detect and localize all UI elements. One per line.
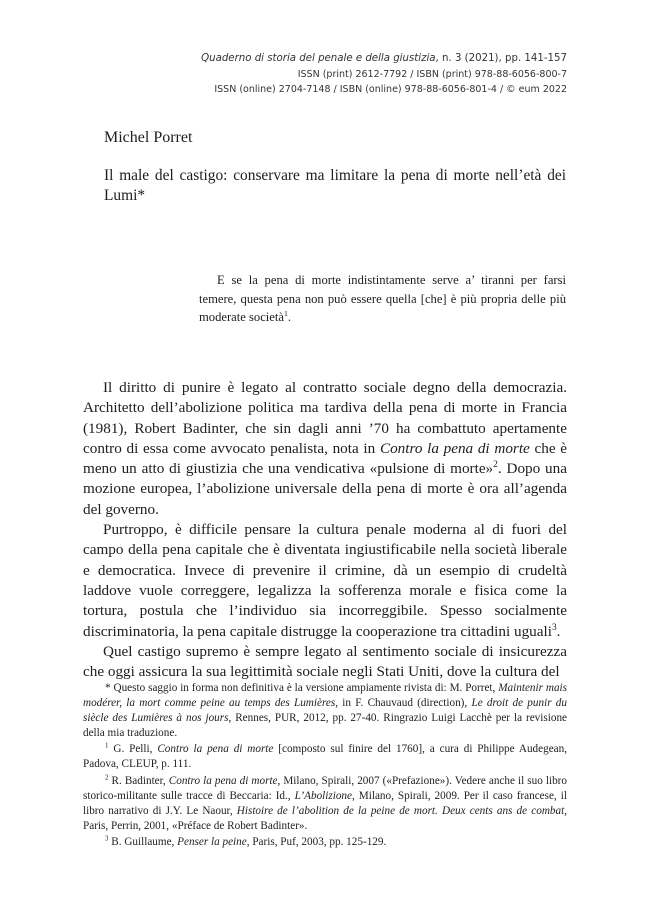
footnote-2-title-3: Histoire de l’abolition de la peine de mort. Deux cents ans de combat [236,804,565,817]
footnote-2-text-b: , Milano, Spirali, 2007 («Prefazione»). Vedere anche il suo libro storico-militante sulle tracce di Beccaria: Id., [83,774,567,802]
footnote-1-title: Contro la pena di morte [157,743,274,756]
footnote-1-text-a: G. Pelli, [113,743,158,756]
article-title: Il male del castigo: conservare ma limitare la pena di morte nell’età dei Lumi* [104,167,566,204]
epigraph [199,271,566,327]
epigraph-quote: E se la pena di morte indistintamente serve a’ tiranni per farsi temere, questa pena non può essere quella [che] è più propria delle più moderate società [199,273,566,324]
footnote-3-text-b: , Paris, Puf, 2003, pp. 125-129. [246,835,387,848]
footnote-star-text-b: , in F. Chauvaud (direction), [335,697,472,710]
footnote-3 [83,835,567,850]
footnote-1 [83,742,567,772]
footnote-2-text-a: R. Badinter, [111,774,169,787]
footnotes [83,681,567,850]
running-header [87,51,567,98]
paragraph-1 [83,378,567,520]
body-text [83,378,567,682]
footnote-2 [83,774,567,834]
paragraph-2-text-c: . [556,622,561,640]
footnote-star-title-2: Le droit de punir du siècle des Lumières à nos jours [83,697,567,725]
footnote-star-mark: * [105,682,111,694]
issn-print: ISSN (print) 2612-7792 / ISBN (print) 978-88-6056-800-7 [297,68,567,80]
epigraph-end: . [287,310,292,324]
paragraph-1-text-a: Il diritto di punire è legato al contratto sociale degno della democrazia. Architetto dell’abolizione politica ma tardiva della pena di morte in Francia (1981), Robert Badinter, che sin dagli anni ’70 ha combattuto apertamente contro di essa come avvocato penalista, nota in [83,379,567,457]
journal-name: Quaderno di storia del penale e della giustizia [201,53,436,64]
author-name: Michel Porret [104,129,193,146]
journal-citation [87,51,567,67]
footnote-2-text-d: , Paris, Perrin, 2001, «Préface de Robert Badinter». [83,804,567,832]
paragraph-3: Quel castigo supremo è sempre legato al sentimento sociale di insicurezza che oggi assicura la sua legittimità sociale negli Stati Uniti, dove la cultura del [83,642,567,681]
footnote-3-text-a: B. Guillaume, [111,835,178,848]
footnote-1-number: 1 [105,741,109,750]
footnote-2-text-c: , Milano, Spirali, 2009. Per il caso francese, il libro narrativo di J.Y. Le Naour, [83,789,567,817]
paragraph-1-text-b: che è meno un atto di giustizia che una vendicativa «pulsione di morte» [83,439,568,478]
footnote-star-text-c: , Rennes, PUR, 2012, pp. 27-40. Ringrazio Luigi Lacchè per la revisione della mia traduzione. [83,712,567,740]
footnote-1-text-b: [composto sul finire del 1760], a cura di Philippe Audegean, Padova, CLEUP, p. 111. [83,743,568,771]
paragraph-2-text-a: Purtroppo, è difficile pensare la cultura penale moderna al di fuori del campo della pena capitale che è diventata ingiustificabile nella società liberale e democratica. Invece di prevenire il crimine, dà un esempio di crudeltà laddove vuole correggere, legalizza la sofferenza morale e fisica come la tortura, postula che l’individuo sia incorreggibile. Spesso socialmente discriminatoria, la pena capitale distrugge la cooperazione tra cittadini uguali [83,521,567,640]
footnote-ref-3[interactable]: 3 [551,622,557,633]
footnote-star-title-1: Maintenir mais modérer, la mort comme peine au temps des Lumières [83,682,568,710]
footnote-2-title-2: L’Abolizione [294,789,352,802]
footnote-star-text-a: Questo saggio in forma non definitiva è la versione ampiamente rivista di: M. Porret, [113,682,499,694]
footnote-2-title-1: Contro la pena di morte [168,774,278,787]
footnote-3-number: 3 [105,834,109,843]
book-title: Contro la pena di morte [379,439,530,457]
footnote-ref-1[interactable]: 1 [283,308,288,318]
footnote-ref-2[interactable]: 2 [493,460,498,471]
journal-issue: , n. 3 (2021), pp. 141-157 [435,53,567,64]
footnote-star [83,681,567,741]
issn-online: ISSN (online) 2704-7148 / ISBN (online) 978-88-6056-801-4 / © eum 2022 [214,84,567,95]
footnote-3-title: Penser la peine [177,835,247,848]
footnote-2-number: 2 [105,773,109,782]
paragraph-1-text-c: . Dopo una mozione europea, l’abolizione universale della pena di morte è ora all’agenda del governo. [83,460,567,518]
paragraph-2 [83,520,567,642]
epigraph-text [199,271,566,327]
